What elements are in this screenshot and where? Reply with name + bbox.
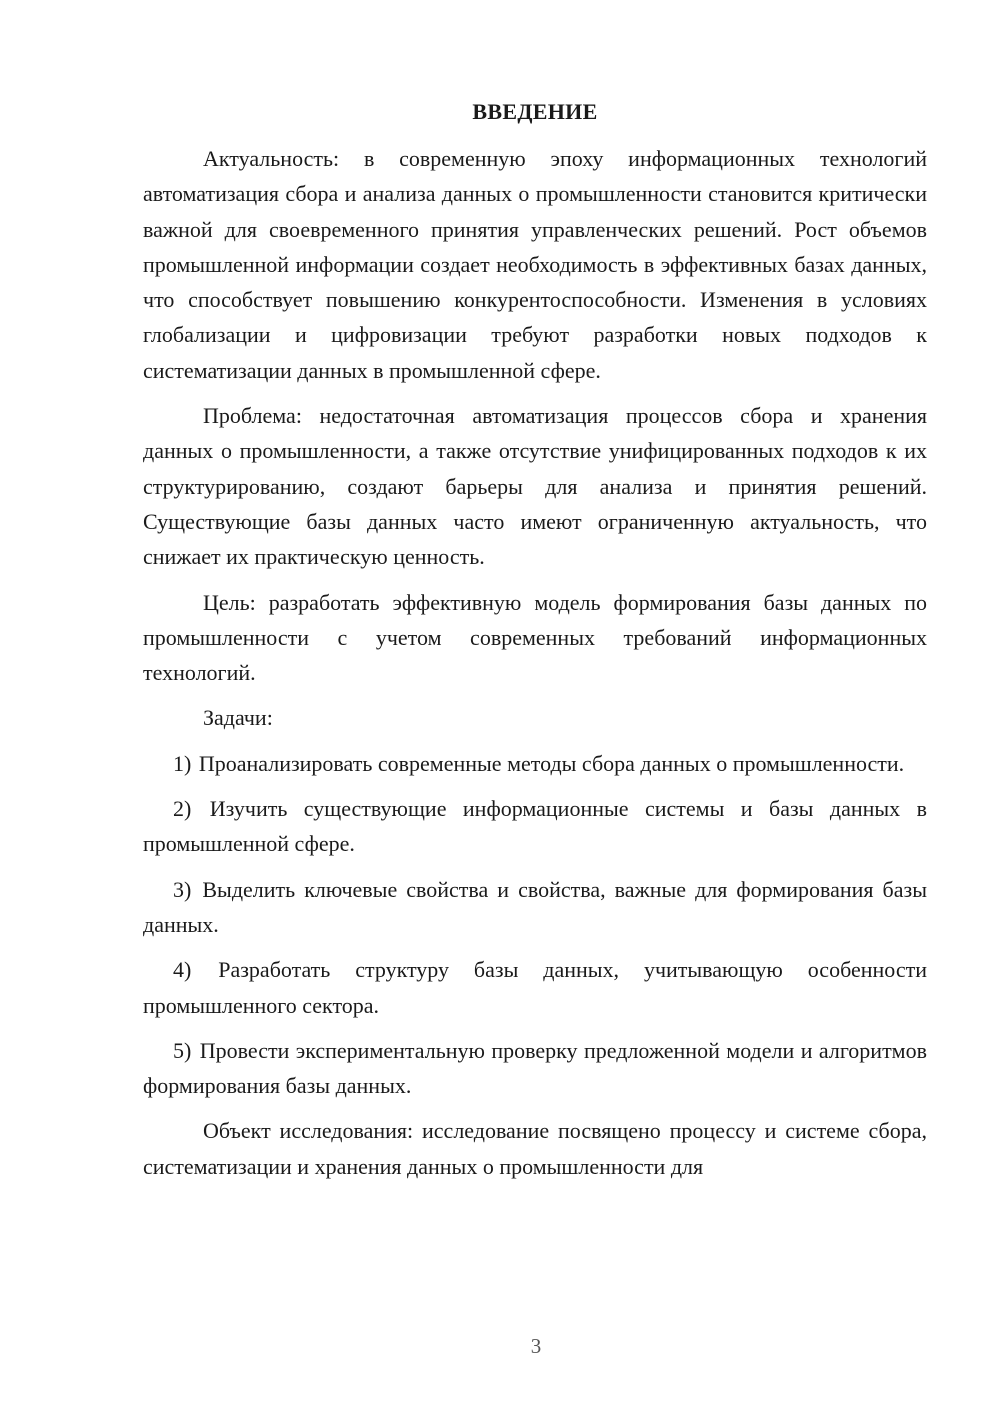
paragraph-relevance: Актуальность: в современную эпоху информационных технологий автоматизация сбора и анализа данных о промышленности становится критически важной для своевременного принятия управленческих решений. Рост объемов промышленной информации создает необходимость в эффективных базах данных, что способствует повышению конкурентоспособности. Изменения в условиях глобализации и цифровизации требуют разработки новых подходов к систематизации данных в промышленной сфере. xyxy=(143,146,927,383)
paragraph-goal: Цель: разработать эффективную модель формирования базы данных по промышленности с учетом современных требований информационных технологий. xyxy=(143,589,927,686)
paragraph-problem: Проблема: недостаточная автоматизация процессов сбора и хранения данных о промышленности, а также отсутствие унифицированных подходов к их структурированию, создают барьеры для анализа и принятия решений. Существующие базы данных часто имеют ограниченную актуальность, что снижает их практическую ценность. xyxy=(143,403,927,570)
task-item xyxy=(143,746,927,781)
task-item xyxy=(143,952,927,1023)
task-text: Разработать структуру базы данных, учитывающую особенности промышленного сектора. xyxy=(143,957,927,1018)
page-number: 3 xyxy=(530,1334,542,1358)
section-heading: ВВЕДЕНИЕ xyxy=(472,99,598,124)
task-item xyxy=(143,872,927,943)
task-number: 2) xyxy=(173,796,192,822)
page-content xyxy=(143,94,927,1194)
tasks-list xyxy=(143,746,927,1104)
task-number: 1) xyxy=(173,750,192,776)
paragraph-object: Объект исследования: исследование посвящено процессу и системе сбора, систематизации и хранения данных о промышленности для xyxy=(143,1118,927,1179)
tasks-heading: Задачи: xyxy=(203,705,273,731)
task-number: 3) xyxy=(173,876,192,902)
task-number: 5) xyxy=(173,1037,192,1063)
task-item xyxy=(143,791,927,862)
task-number: 4) xyxy=(173,957,192,983)
task-text: Изучить существующие информационные системы и базы данных в промышленной сфере. xyxy=(143,796,927,857)
task-text: Провести экспериментальную проверку предложенной модели и алгоритмов формирования базы данных. xyxy=(143,1037,927,1099)
task-text: Выделить ключевые свойства и свойства, важные для формирования базы данных. xyxy=(143,876,927,937)
task-item xyxy=(143,1033,927,1104)
task-text: Проанализировать современные методы сбора данных о промышленности. xyxy=(198,750,905,776)
